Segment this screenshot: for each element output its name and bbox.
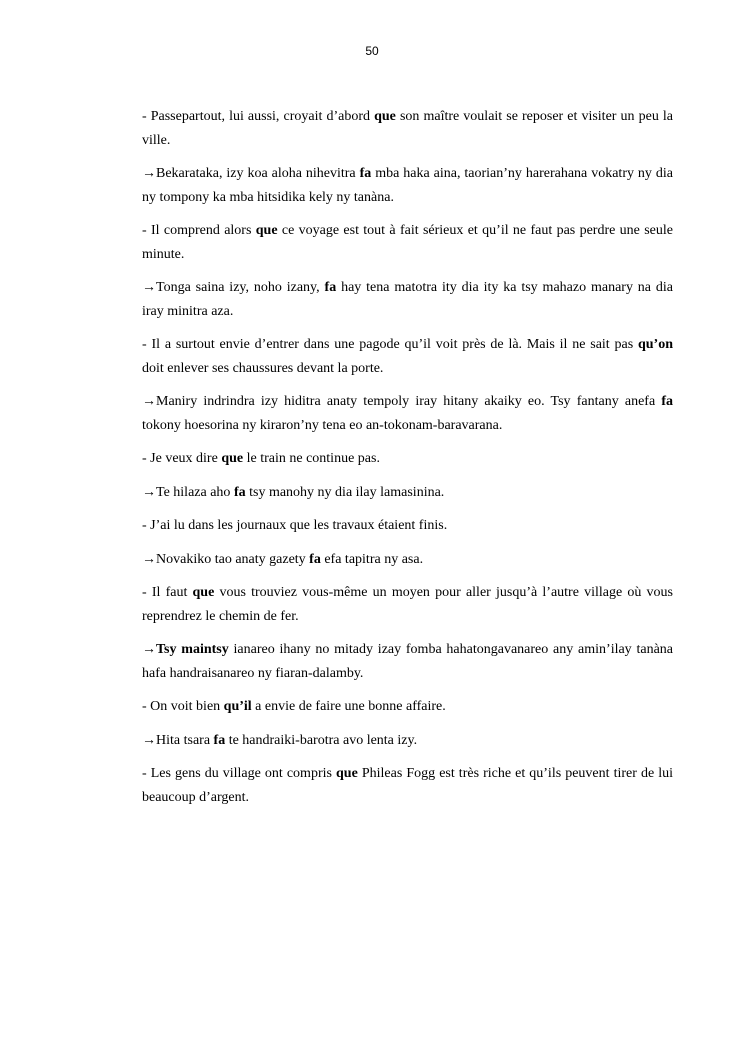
paragraph xyxy=(142,481,673,505)
text-segment: ce voyage est tout à fait sérieux et qu’il ne faut pas perdre une seule minute. xyxy=(142,223,673,262)
bold-keyword: qu’on xyxy=(637,337,673,352)
bold-keyword: que xyxy=(221,451,244,466)
text-segment: - Il comprend alors xyxy=(142,223,256,238)
text-segment: doit enlever ses chaussures devant la porte. xyxy=(142,360,384,376)
bold-keyword: fa xyxy=(213,732,226,748)
bold-keyword: que xyxy=(255,223,278,238)
text-segment: →Te hilaza aho xyxy=(142,484,234,500)
paragraph xyxy=(142,729,673,753)
text-segment: →Hita tsara xyxy=(142,732,214,748)
text-segment: →Maniry indrindra izy hiditra anaty tempoly iray hitany akaiky eo. Tsy fantany anefa xyxy=(142,394,662,409)
text-segment: mba haka aina, taorian’ny harerahana vokatry ny dia ny tompony ka mba hitsidika kely ny tanàna. xyxy=(142,166,673,205)
text-segment: efa tapitra ny asa. xyxy=(320,551,424,567)
bold-keyword: Tsy maintsy xyxy=(156,642,229,657)
text-segment: - Il a surtout envie d’entrer dans une pagode qu’il voit près de là. Mais il ne sait pas xyxy=(142,337,638,352)
bold-keyword: que xyxy=(336,766,358,781)
text-segment: tokony hoesorina ny kiraron’ny tena eo an-tokonam-baravarana. xyxy=(142,417,503,433)
text-segment: vous trouviez vous-même un moyen pour aller jusqu’à l’autre village où vous reprendrez le chemin de fer. xyxy=(142,585,673,624)
text-segment: a envie de faire une bonne affaire. xyxy=(251,699,446,714)
paragraph xyxy=(142,581,673,628)
text-segment: →Bekarataka, izy koa aloha nihevitra xyxy=(142,166,360,181)
text-segment: - J’ai lu dans les journaux que les travaux étaient finis. xyxy=(142,518,448,533)
text-segment: ianareo ihany no mitady izay fomba hahatongavanareo any amin’ilay tanàna hafa handraisanareo ny fiaran-dalamby. xyxy=(142,642,673,681)
text-segment: → xyxy=(142,642,156,657)
paragraph xyxy=(142,333,673,380)
text-segment: - Il faut xyxy=(142,585,193,600)
bold-keyword: fa xyxy=(324,280,337,295)
paragraph xyxy=(142,548,673,572)
bold-keyword: fa xyxy=(233,484,246,500)
text-segment: →Tonga saina izy, noho izany, xyxy=(142,280,325,295)
text-segment: →Novakiko tao anaty gazety xyxy=(142,551,310,567)
text-segment: - On voit bien xyxy=(142,699,224,714)
text-segment: - Passepartout, lui aussi, croyait d’abord xyxy=(142,109,375,124)
bold-keyword: que xyxy=(374,109,396,124)
bold-keyword: qu’il xyxy=(223,699,252,714)
paragraph xyxy=(142,447,673,471)
paragraph xyxy=(142,276,673,323)
page-number: 50 xyxy=(365,44,379,58)
bold-keyword: que xyxy=(192,585,215,600)
paragraph xyxy=(142,514,673,538)
paragraph xyxy=(142,162,673,209)
text-segment: hay tena matotra ity dia ity ka tsy mahazo manary na dia iray minitra aza. xyxy=(142,280,674,319)
text-segment: - Je veux dire xyxy=(142,451,222,466)
paragraph xyxy=(142,762,673,809)
bold-keyword: fa xyxy=(661,394,673,409)
document-body xyxy=(142,105,673,819)
text-segment: son maître voulait se reposer et visiter un peu la ville. xyxy=(142,109,673,148)
text-segment: te handraiki-barotra avo lenta izy. xyxy=(225,732,418,748)
bold-keyword: fa xyxy=(309,551,321,567)
bold-keyword: fa xyxy=(359,166,372,181)
text-segment: le train ne continue pas. xyxy=(243,451,380,466)
paragraph xyxy=(142,219,673,266)
text-segment: tsy manohy ny dia ilay lamasinina. xyxy=(245,484,445,500)
paragraph xyxy=(142,105,673,152)
paragraph xyxy=(142,695,673,719)
paragraph xyxy=(142,390,673,437)
paragraph xyxy=(142,638,673,685)
text-segment: Phileas Fogg est très riche et qu’ils peuvent tirer de lui beaucoup d’argent. xyxy=(142,766,673,805)
text-segment: - Les gens du village ont compris xyxy=(142,766,337,781)
